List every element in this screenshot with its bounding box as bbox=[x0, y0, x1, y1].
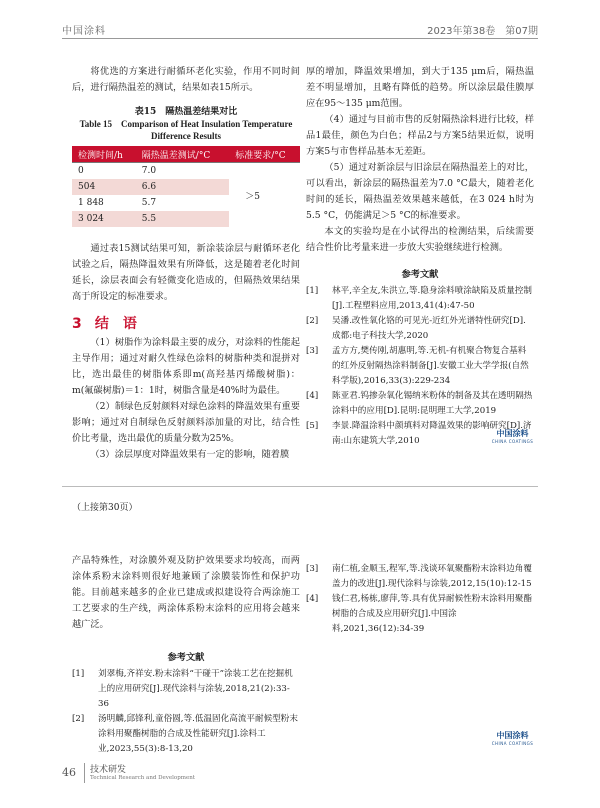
references-title: 参考文献 bbox=[167, 652, 205, 663]
continued-paragraph: 产品特殊性，对涂膜外观及防护效果要求均较高，而两涂体系粉末涂料则很好地兼顾了涂膜装饰性和保护功能。目前越来越多的企业已建成或拟建设符合两涂施工工艺要求的生产线，两涂体系粉末涂料的应用将会越来越广泛。 bbox=[72, 555, 300, 630]
reference-item: [3] 孟方方,樊传刚,胡惠明,等.无机-有机聚合物复合基料的红外反射隔热涂料制备[J].安徽工业大学学报(自然科学版),2016,33(3):229-234 bbox=[306, 346, 529, 386]
bottom-right-column bbox=[306, 562, 534, 637]
results-table bbox=[72, 146, 300, 227]
column-name-en: Technical Research and Development bbox=[90, 775, 195, 781]
col-header-diff: 隔热温差测试/°C bbox=[136, 146, 229, 163]
cell-diff: 5.7 bbox=[141, 198, 157, 208]
table-15 bbox=[72, 106, 300, 227]
article-divider bbox=[62, 486, 538, 487]
cell-diff: 5.5 bbox=[141, 214, 157, 224]
reference-item: [3] 南仁植,金顺玉,程军,等.浅谈环氧聚酯粉末涂料边角覆盖力的改进[J].现代涂料与涂装,2012,15(10):12-15 bbox=[306, 564, 532, 589]
references-title: 参考文献 bbox=[401, 269, 439, 280]
issue-info: 2023年第38卷 第07期 bbox=[427, 26, 538, 37]
cell-diff: 7.0 bbox=[141, 166, 157, 176]
table-caption-en-1: Table 15 Comparison of Heat Insulation Temperature bbox=[79, 119, 293, 129]
cell-diff: 6.6 bbox=[141, 182, 157, 192]
header-rule bbox=[62, 38, 538, 39]
conclusion-5: （5）通过对新涂层与旧涂层在隔热温差上的对比，可以看出，新涂层的隔热温差为7.0 °C最大，随着老化时间的延长，隔热温差效果越来越低，在3 024 h时为5.5 °C，仍能满足＞5 °C的标准要求。 bbox=[306, 162, 534, 221]
section-title: 结 语 bbox=[94, 316, 137, 332]
table-caption-cn: 表15 隔热温差结果对比 bbox=[134, 107, 238, 117]
top-right-column bbox=[306, 64, 534, 449]
section-heading bbox=[72, 313, 300, 335]
top-left-column bbox=[72, 64, 300, 463]
journal-logo: 中国涂料 CHINA COATINGS bbox=[491, 731, 534, 746]
page-number: 46 bbox=[62, 766, 76, 779]
reference-item: [2] 汤明麟,邱锋利,童俗圆,等.低温固化高流平耐候型粉末涂料用聚酯树脂的合成及性能研究[J].涂料工业,2023,55(3):8-13,20 bbox=[72, 714, 298, 754]
conclusion-3: （3）涂层厚度对降温效果有一定的影响，随着膜 bbox=[90, 449, 290, 460]
reference-item: [1] 林平,辛全友,朱洪立,等.隐身涂料喷涂缺陷及质量控制[J].工程塑料应用,2013,41(4):47-50 bbox=[306, 286, 532, 311]
column-name: 技术研发 bbox=[90, 765, 127, 775]
cell-time: 0 bbox=[78, 166, 84, 176]
closing-note: 本文的实验均是在小试得出的检测结果，后续需要结合性价比考量来进一步放大实验继续进行检测。 bbox=[306, 226, 534, 253]
cell-time: 504 bbox=[78, 182, 96, 192]
conclusion-1: （1）树脂作为涂料最主要的成分，对涂料的性能起主导作用；通过对耐久性绿色涂料的树脂种类和混拼对比，选出最佳的树脂体系即m(高羟基丙烯酸树脂)：m(氟碳树脂)＝1：1时，树脂含量是40%时为最佳。 bbox=[72, 337, 300, 396]
conclusion-4: （4）通过与目前市售的反射隔热涂料进行比较，样品1最佳，颜色为白色；样品2与方案5结果近似，说明方案5与市售样品基本无差距。 bbox=[306, 114, 534, 157]
cell-time: 1 848 bbox=[78, 198, 104, 208]
table-discussion: 通过表15测试结果可知，新涂装涂层与耐循环老化试验之后，隔热降温效果有所降低，这是随着老化时间延长，涂层表面会有轻微变化造成的，但隔热效果结果高于所设定的标准要求。 bbox=[72, 243, 300, 302]
reference-item: [4] 钱仁君,杨栋,廖萍,等.具有优异耐候性粉末涂料用聚酯树脂的合成及应用研究[J].中国涂料,2021,36(12):34-39 bbox=[306, 594, 532, 634]
col-header-time: 检测时间/h bbox=[72, 146, 136, 163]
section-number: 3 bbox=[72, 316, 82, 332]
table-header-row bbox=[72, 146, 300, 163]
conclusion-3-cont: 厚的增加，降温效果增加，到大于135 μm后，隔热温差不明显增加，且略有降低的趋势。所以涂层最佳膜厚应在95～135 μm范围。 bbox=[306, 66, 534, 109]
reference-item: [4] 陈亚君.钨掺杂氧化锡纳米粉体的制备及其在透明隔热涂料中的应用[D].昆明:昆明理工大学,2019 bbox=[306, 391, 533, 416]
continued-from-note: （上接第30页） bbox=[72, 503, 138, 513]
col-header-standard: 标准要求/°C bbox=[229, 146, 300, 163]
journal-name: 中国涂料 bbox=[62, 26, 106, 37]
reference-item: [5] 李景.降温涂料中颜填料对降温效果的影响研究[D].济南:山东建筑大学,2010 bbox=[306, 421, 532, 446]
table-caption-en-2: Difference Results bbox=[150, 131, 222, 141]
cell-standard: ＞5 bbox=[245, 191, 260, 202]
footer-divider bbox=[84, 763, 85, 783]
reference-item: [1] 刘翠梅,齐祥安.粉末涂料“干碰干”涂装工艺在挖掘机上的应用研究[J].现代涂料与涂装,2018,21(2):33-36 bbox=[72, 669, 293, 709]
journal-logo: 中国涂料 CHINA COATINGS bbox=[491, 429, 534, 444]
cell-time: 3 024 bbox=[78, 214, 104, 224]
conclusion-2: （2）制绿色反射颜料对绿色涂料的降温效果有重要影响；通过对自制绿色反射颜料添加量的对比，结合性价比考量，选出最优的质量分数为25%。 bbox=[72, 401, 300, 444]
reference-list bbox=[306, 284, 534, 449]
bottom-left-column bbox=[72, 553, 300, 757]
reference-item: [2] 吴潘.改性氧化铬的可见光-近红外光谱特性研究[D].成都:电子科技大学,2020 bbox=[306, 316, 526, 341]
table-row bbox=[72, 163, 300, 180]
intro-paragraph: 将优选的方案进行耐循环老化实验，作用不同时间后，进行隔热温差的测试，结果如表15所示。 bbox=[72, 66, 300, 93]
